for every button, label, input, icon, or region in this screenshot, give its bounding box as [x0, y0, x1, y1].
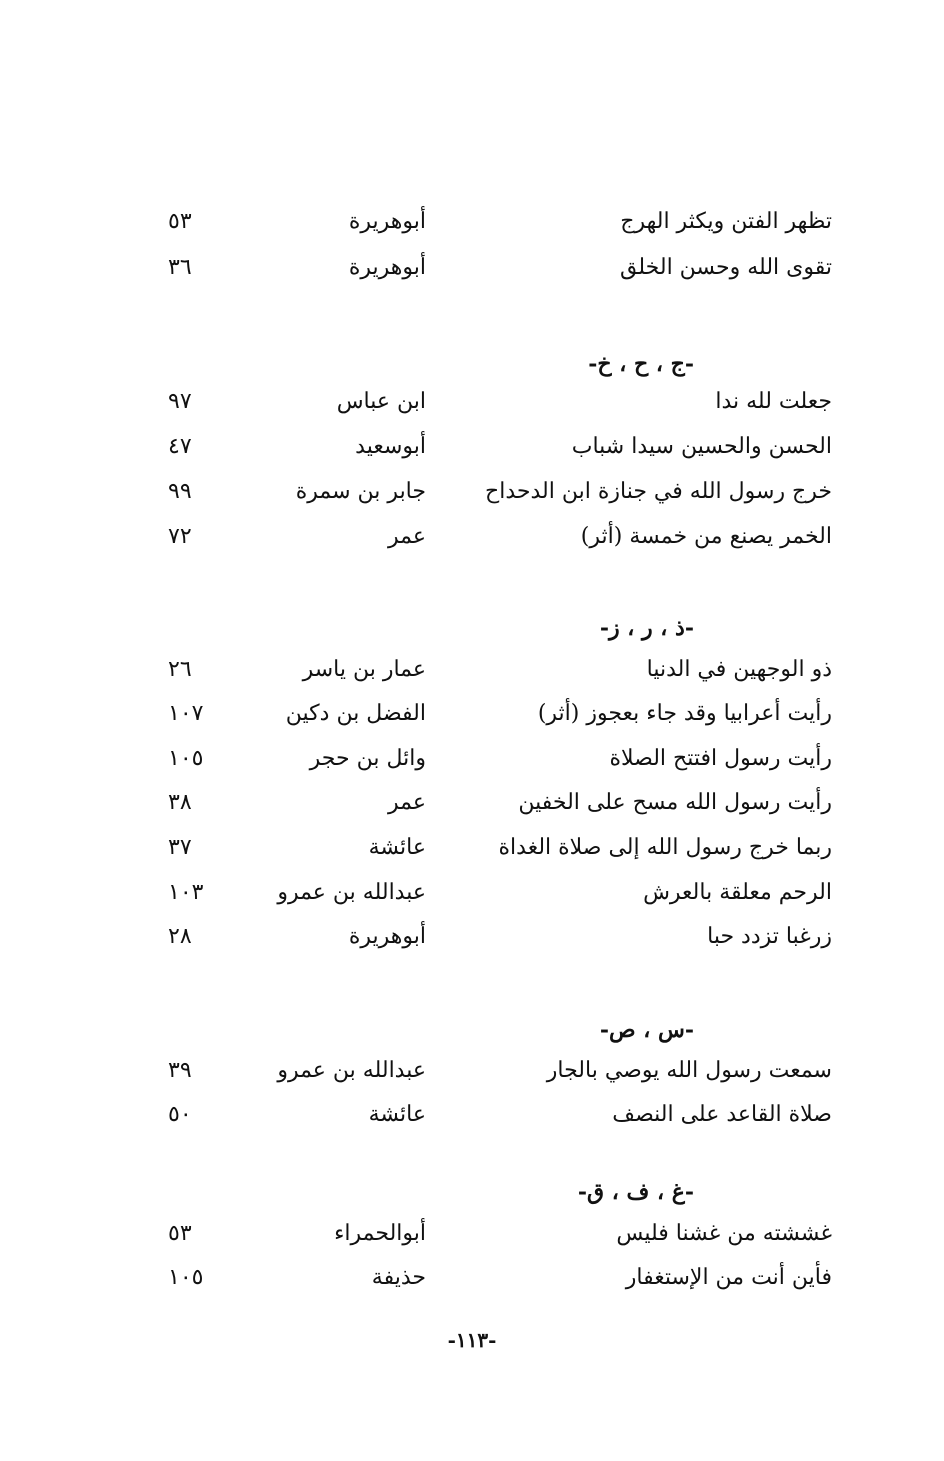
index-entry — [0, 1212, 944, 1256]
section-heading: -ذ ، ر ، ز- — [599, 615, 694, 641]
narrator-name: ابن عباس — [336, 389, 426, 414]
page-number: ٣٩ — [168, 1058, 192, 1083]
index-entry — [0, 246, 944, 290]
narrator-name: أبوالحمراء — [334, 1221, 426, 1246]
narrator-name: عبدالله بن عمرو — [277, 880, 426, 905]
page-number: ٣٦ — [168, 255, 192, 280]
hadith-text: جعلت لله ندا — [715, 389, 832, 414]
narrator-name: أبوسعيد — [355, 434, 426, 459]
page-number: ٥٣ — [168, 1221, 192, 1246]
index-entry — [0, 781, 944, 825]
hadith-text: الخمر يصنع من خمسة (أثر) — [580, 524, 832, 549]
page-number: ٤٧ — [168, 434, 192, 459]
narrator-name: وائل بن حجر — [309, 746, 426, 771]
page-number: ٩٩ — [168, 479, 192, 504]
page-number: ٥٠ — [168, 1102, 192, 1127]
hadith-text: الرحم معلقة بالعرش — [643, 880, 832, 905]
narrator-name: حذيفة — [371, 1265, 426, 1290]
page-number: ٥٣ — [168, 209, 192, 234]
hadith-text: الحسن والحسين سيدا شباب — [571, 434, 832, 459]
section-heading: -ج ، ح ، خ- — [588, 351, 694, 377]
page-number: ٢٦ — [168, 657, 192, 682]
page-number: ٩٧ — [168, 389, 192, 414]
narrator-name: أبوهريرة — [348, 924, 426, 949]
narrator-name: عائشة — [368, 1102, 426, 1127]
narrator-name: الفضل بن دكين — [285, 701, 426, 726]
page-number: ٣٧ — [168, 835, 192, 860]
index-entry — [0, 1256, 944, 1300]
section-heading: -غ ، ف ، ق- — [577, 1179, 694, 1205]
index-entry — [0, 380, 944, 424]
hadith-text: تظهر الفتن ويكثر الهرج — [620, 209, 832, 234]
index-entry — [0, 871, 944, 915]
page-number: ١٠٧ — [168, 701, 204, 726]
narrator-name: أبوهريرة — [348, 255, 426, 280]
hadith-text: خرج رسول الله في جنازة ابن الدحداح — [485, 479, 832, 504]
index-entry — [0, 200, 944, 244]
narrator-name: عائشة — [368, 835, 426, 860]
hadith-text: رأيت رسول افتتح الصلاة — [609, 746, 832, 771]
hadith-text: فأين أنت من الإستغفار — [625, 1265, 832, 1290]
hadith-text: سمعت رسول الله يوصي بالجار — [546, 1058, 832, 1083]
hadith-text: زرغبا تزدد حبا — [707, 924, 832, 949]
narrator-name: عبدالله بن عمرو — [277, 1058, 426, 1083]
hadith-text: تقوى الله وحسن الخلق — [620, 255, 832, 280]
hadith-text: رأيت أعرابيا وقد جاء بعجوز (أثر) — [537, 701, 832, 726]
index-entry — [0, 826, 944, 870]
index-entry — [0, 1049, 944, 1093]
index-entry — [0, 515, 944, 559]
narrator-name: عمار بن ياسر — [302, 657, 426, 682]
hadith-text: ربما خرج رسول الله إلى صلاة الغداة — [498, 835, 832, 860]
index-entry — [0, 470, 944, 514]
index-entry — [0, 425, 944, 469]
index-entry — [0, 692, 944, 736]
section-heading: -س ، ص- — [599, 1017, 694, 1043]
page-number: ١٠٥ — [168, 1265, 204, 1290]
page-number: ٧٢ — [168, 524, 192, 549]
page-number: ٢٨ — [168, 924, 192, 949]
hadith-text: رأيت رسول الله مسح على الخفين — [518, 790, 832, 815]
narrator-name: عمر — [388, 524, 426, 549]
page-number: ١٠٣ — [168, 880, 204, 905]
hadith-text: ذو الوجهين في الدنيا — [646, 657, 832, 682]
index-entry — [0, 737, 944, 781]
index-entry — [0, 915, 944, 959]
index-entry — [0, 648, 944, 692]
index-entry — [0, 1093, 944, 1137]
narrator-name: عمر — [388, 790, 426, 815]
hadith-text: غششته من غشنا فليس — [616, 1221, 832, 1246]
page-number: ٣٨ — [168, 790, 192, 815]
page-number: ١٠٥ — [168, 746, 204, 771]
narrator-name: جابر بن سمرة — [295, 479, 426, 504]
page-folio-number: -١١٣- — [447, 1328, 497, 1352]
narrator-name: أبوهريرة — [348, 209, 426, 234]
hadith-text: صلاة القاعد على النصف — [612, 1102, 832, 1127]
